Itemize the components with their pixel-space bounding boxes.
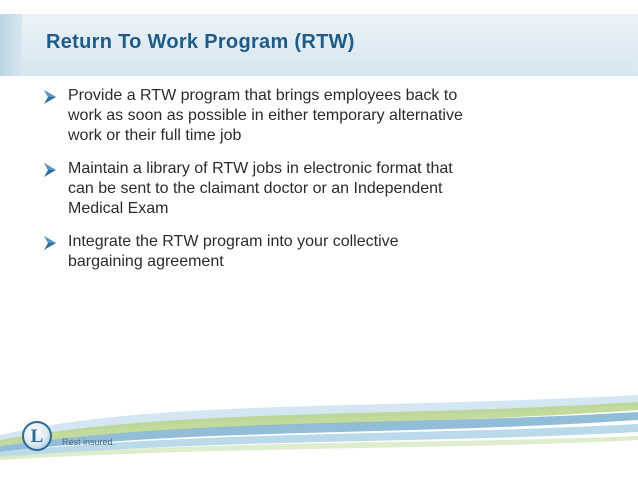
bullet-line: work as soon as possible in either temporary alternative	[68, 107, 463, 124]
bullet-line: Integrate the RTW program into your collective	[68, 233, 399, 250]
arrow-bullet-icon	[43, 89, 57, 105]
logo-letter: L	[30, 426, 44, 447]
bullet-item	[42, 232, 562, 272]
bullet-line: Medical Exam	[68, 200, 169, 217]
bullet-line: can be sent to the claimant doctor or an Independent	[68, 180, 443, 197]
bullet-list	[42, 86, 562, 285]
bullet-line: bargaining agreement	[68, 253, 224, 270]
bullet-line: Maintain a library of RTW jobs in electronic format that	[68, 160, 453, 177]
arrow-bullet-icon	[43, 235, 57, 251]
title-accent	[0, 14, 22, 76]
bullet-line: work or their full time job	[68, 127, 242, 144]
bullet-line: Provide a RTW program that brings employees back to	[68, 87, 458, 104]
arrow-bullet-icon	[43, 162, 57, 178]
bullet-item	[42, 159, 562, 219]
company-logo-icon	[22, 421, 52, 451]
tagline: Rest insured.	[62, 437, 116, 447]
slide-title: Return To Work Program (RTW)	[46, 31, 355, 53]
bullet-item	[42, 86, 562, 146]
footer-swoosh	[0, 380, 638, 479]
